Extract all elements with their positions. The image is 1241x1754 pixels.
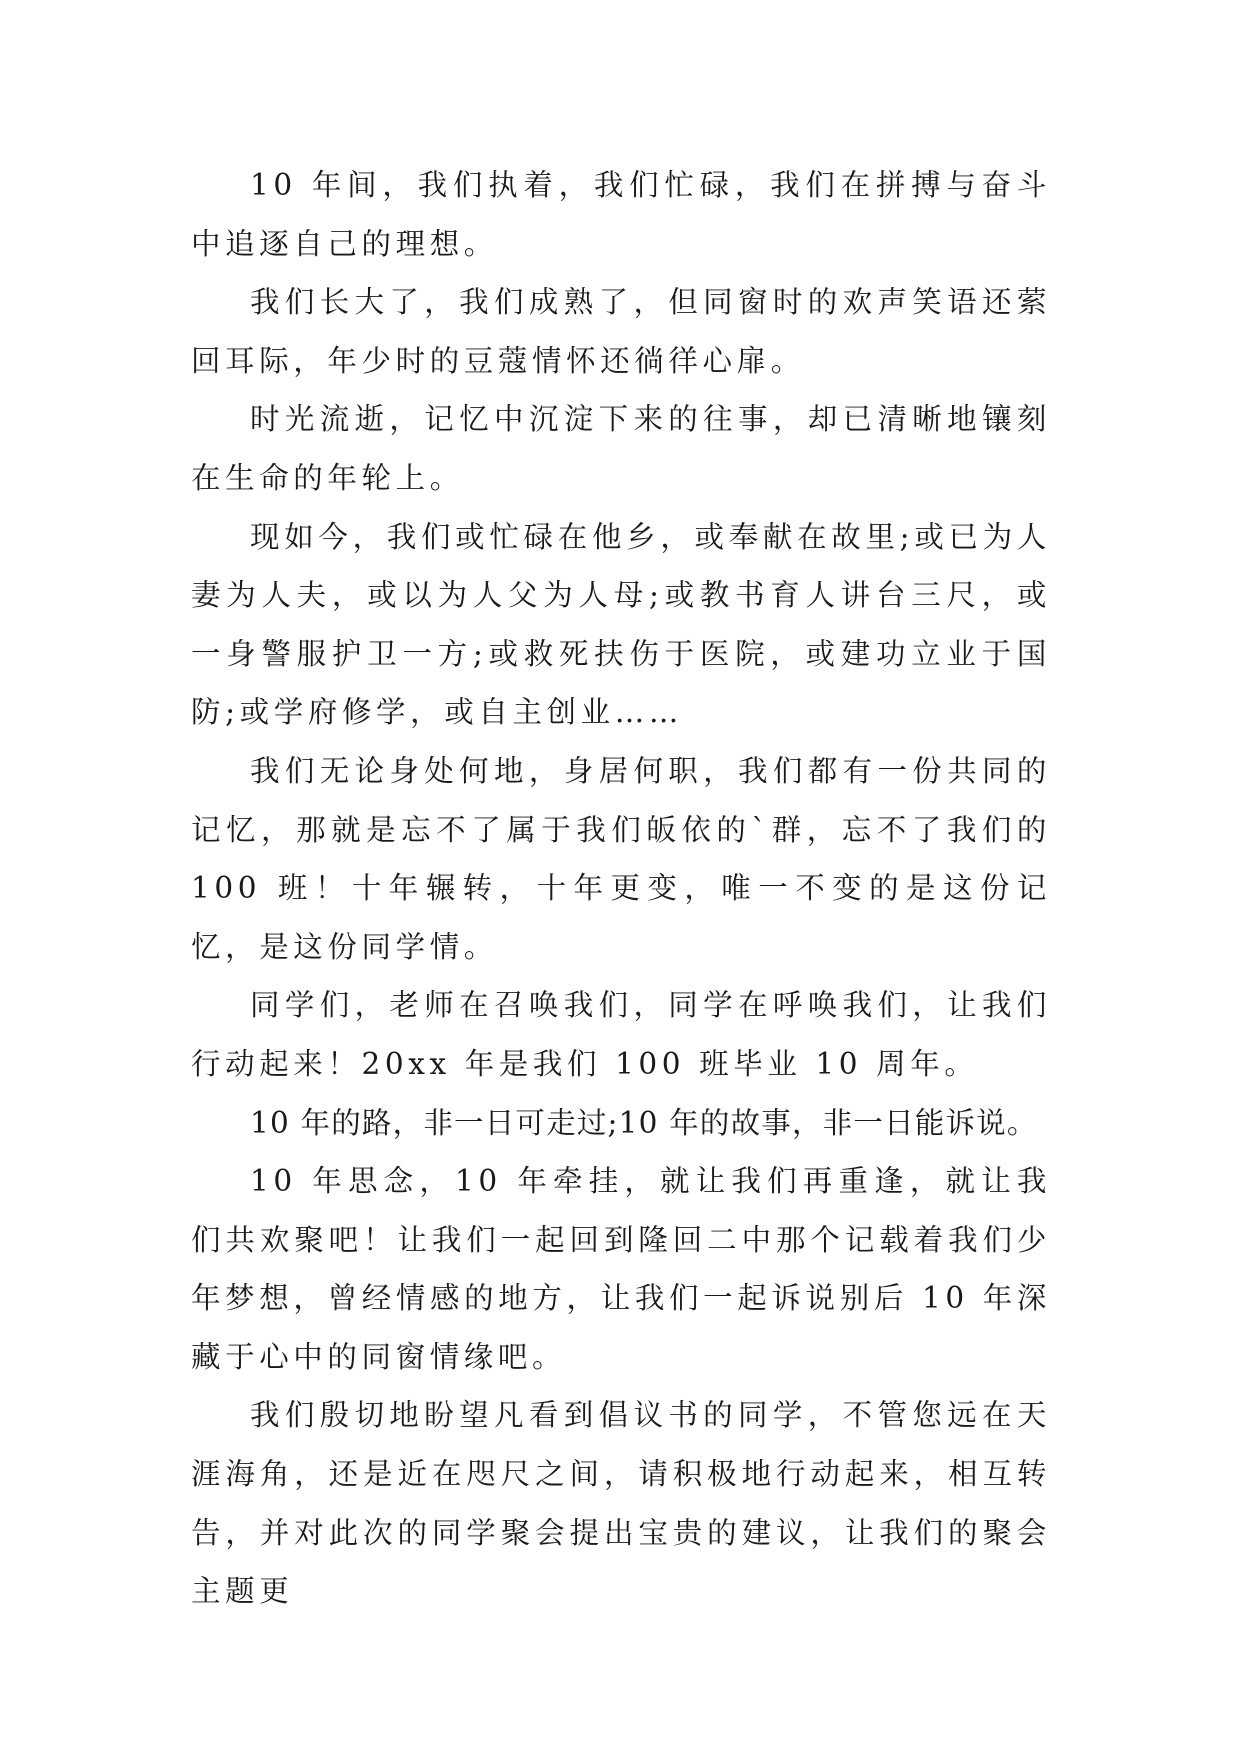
paragraph-6: 同学们，老师在召唤我们，同学在呼唤我们，让我们行动起来！20xx 年是我们 100 班毕业 10 周年。 [191, 988, 1051, 1081]
paragraph-9: 我们殷切地盼望凡看到倡议书的同学，不管您远在天涯海角，还是近在咫尺之间，请积极地行动起来，相互转告，并对此次的同学聚会提出宝贵的建议，让我们的聚会主题更 [191, 1398, 1051, 1609]
paragraph-2: 我们长大了，我们成熟了，但同窗时的欢声笑语还萦回耳际，年少时的豆蔻情怀还徜徉心扉。 [191, 285, 1051, 378]
paragraph-7: 10 年的路，非一日可走过;10 年的故事，非一日能诉说。 [250, 1105, 1038, 1140]
paragraph-4: 现如今，我们或忙碌在他乡，或奉献在故里;或已为人妻为人夫，或以为人父为人母;或教书育人讲台三尺，或一身警服护卫一方;或救死扶伤于医院，或建功立业于国防;或学府修学，或自主创业…… [191, 519, 1051, 730]
paragraph-5: 我们无论身处何地，身居何职，我们都有一份共同的记忆，那就是忘不了属于我们皈依的`群，忘不了我们的 100 班！十年辗转，十年更变，唯一不变的是这份记忆，是这份同学情。 [191, 753, 1051, 964]
paragraph-3: 时光流逝，记忆中沉淀下来的往事，却已清晰地镶刻在生命的年轮上。 [191, 402, 1051, 495]
paragraph-1: 10 年间，我们执着，我们忙碌，我们在拼搏与奋斗中追逐自己的理想。 [191, 168, 1051, 261]
paragraph-8: 10 年思念，10 年牵挂，就让我们再重逢，就让我们共欢聚吧！让我们一起回到隆回二中那个记载着我们少年梦想，曾经情感的地方，让我们一起诉说别后 10 年深藏于心中的同窗情缘吧。 [191, 1164, 1051, 1374]
document-body [191, 156, 1051, 1621]
